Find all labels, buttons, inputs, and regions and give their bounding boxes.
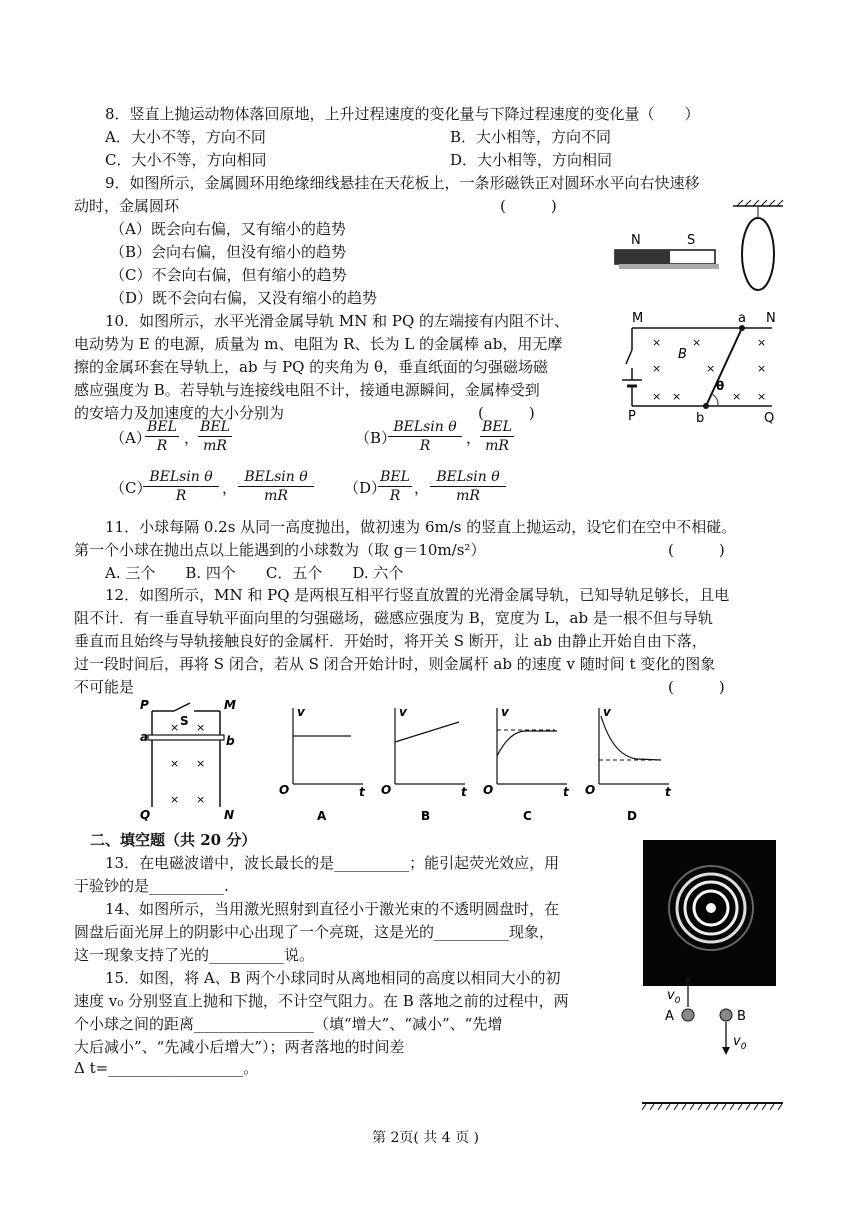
q15-label-b: B xyxy=(737,1009,746,1024)
q10-label-b: b xyxy=(696,411,705,426)
q10-answer-paren: ( ) xyxy=(478,404,535,422)
section-2-title: 二、填空题（共 20 分） xyxy=(90,831,257,849)
q10-field-x: × xyxy=(692,336,702,349)
svg-text:v: v xyxy=(297,705,305,719)
q11-line-2: 第一个小球在抛出点以上能遇到的小球数为（取 g＝10m/s²） xyxy=(74,541,486,559)
q9-figure-magnet-ring xyxy=(605,198,795,306)
q10-d-comma: ， xyxy=(414,479,430,497)
q10-figure-rails xyxy=(612,308,787,426)
q10-option-a-label: （A） xyxy=(110,429,151,447)
q12-field-x: × xyxy=(170,793,180,806)
q10-option-c-label: （C） xyxy=(110,479,152,497)
q10-option-b-label: （B） xyxy=(355,429,397,447)
svg-text:O: O xyxy=(279,783,290,797)
q15-line-4: 大后减小”、“先减小后增大”）；两者落地的时间差 xyxy=(74,1038,405,1056)
q15-line-1: 15．如图，将 A、B 两个小球同时从离地相同的高度以相同大小的初 xyxy=(105,969,561,987)
q10-field-x: × xyxy=(672,390,682,403)
q10-line-3: 擦的金属环套在导轨上，ab 与 PQ 的夹角为 θ，垂直纸面的匀强磁场磁 xyxy=(74,358,549,376)
q8-stem: 8．竖直上抛运动物体落回原地，上升过程速度的变化量与下降过程速度的变化量（ ） xyxy=(105,105,700,123)
q9-option-d: （D）既不会向右偏，又没有缩小的趋势 xyxy=(110,289,378,307)
q9-option-b: （B）会向右偏，但没有缩小的趋势 xyxy=(110,243,347,261)
q10-field-x: × xyxy=(652,390,662,403)
q10-line-5: 的安培力及加速度的大小分别为 xyxy=(74,404,285,422)
q15-figure-balls xyxy=(655,975,765,1057)
page-footer: 第 2页( 共 4 页 ) xyxy=(372,1130,479,1146)
q12-field-x: × xyxy=(196,793,206,806)
svg-text:v: v xyxy=(399,705,407,719)
q10-c-comma: ， xyxy=(222,479,238,497)
q12-label-n: N xyxy=(224,808,235,822)
svg-text:t: t xyxy=(461,785,467,799)
q9-option-a: （A）既会向右偏，又有缩小的趋势 xyxy=(110,220,346,238)
svg-text:B: B xyxy=(421,809,431,823)
q10-d-frac-2: BELsin θ mR xyxy=(430,468,506,505)
q12-answer-paren: ( ) xyxy=(668,678,725,696)
q12-field-x: × xyxy=(196,721,206,734)
q10-field-x: × xyxy=(652,362,662,375)
q12-line-4: 过一段时间后，再将 S 闭合，若从 S 闭合开始计时，则金属杆 ab 的速度 v 随时间 t 变化的图象 xyxy=(74,655,716,673)
q15-v0-label-b: $v_0$ xyxy=(733,1034,747,1052)
q9-answer-paren: ( ) xyxy=(500,197,557,215)
q8-option-c: C．大小不等，方向相同 xyxy=(105,151,267,169)
q10-b-comma: ， xyxy=(466,429,482,447)
q11-answer-paren: ( ) xyxy=(668,541,725,559)
q10-label-m: M xyxy=(632,311,644,326)
q10-a-comma: ， xyxy=(184,429,200,447)
q12-label-q: Q xyxy=(140,808,151,822)
q10-label-q: Q xyxy=(764,411,775,426)
q9-stem-2: 动时，金属圆环 xyxy=(74,197,180,215)
q13-line-2: 于验钞的是__________. xyxy=(74,877,229,895)
q10-label-field-b: B xyxy=(678,347,687,362)
q12-graph-a xyxy=(279,705,366,823)
q12-field-x: × xyxy=(170,757,180,770)
svg-text:D: D xyxy=(627,809,637,823)
q15-label-a: A xyxy=(665,1009,674,1024)
q10-c-frac-2: BELsin θ mR xyxy=(238,468,314,505)
q12-label-s: S xyxy=(180,714,189,728)
q12-graph-b xyxy=(381,705,468,823)
svg-text:t: t xyxy=(359,785,365,799)
q12-line-1: 12．如图所示，MN 和 PQ 是两根互相平行竖直放置的光滑金属导轨，已知导轨足够长，且电 xyxy=(105,586,730,604)
q12-field-x: × xyxy=(196,757,206,770)
q9-magnet-s-label: S xyxy=(687,233,696,248)
q10-c-frac-1: BELsin θ R xyxy=(143,468,219,505)
svg-text:t: t xyxy=(665,785,671,799)
q14-diffraction-pattern-image xyxy=(643,840,776,986)
q10-field-x: × xyxy=(757,336,767,349)
q13-line-1: 13．在电磁波谱中，波长最长的是__________；能引起荧光效应，用 xyxy=(105,854,560,872)
q9-magnet-n-label: N xyxy=(631,233,641,248)
q10-label-a: a xyxy=(738,311,746,326)
q11-options: A. 三个 B. 四个 C．五个 D. 六个 xyxy=(105,564,404,582)
q14-line-2: 圆盘后面光屏上的阴影中心出现了一个亮斑，这是光的__________现象， xyxy=(74,923,555,941)
q10-a-frac-2: BEL mR xyxy=(198,418,232,455)
q12-label-p: P xyxy=(140,698,149,712)
q14-line-1: 14、如图所示，当用激光照射到直径小于激光束的不透明圆盘时，在 xyxy=(105,900,560,918)
q10-field-x: × xyxy=(757,390,767,403)
q8-option-a: A．大小不等，方向不同 xyxy=(105,128,266,146)
svg-text:O: O xyxy=(483,783,494,797)
q10-label-p: P xyxy=(628,409,636,424)
q10-d-frac-1: BEL R xyxy=(378,468,412,505)
q12-graph-c xyxy=(483,705,570,823)
q10-field-x: × xyxy=(757,362,767,375)
q12-label-a: a xyxy=(140,730,149,744)
q12-line-3: 垂直而且始终与导轨接触良好的金属杆．开始时，将开关 S 断开，让 ab 由静止开始自由下落， xyxy=(74,632,707,650)
svg-text:A: A xyxy=(317,809,327,823)
q15-ground xyxy=(640,1100,785,1112)
q12-label-b: b xyxy=(226,734,235,748)
q10-option-d-label: （D） xyxy=(344,479,387,497)
q12-field-x: × xyxy=(170,721,180,734)
q15-line-2: 速度 v₀ 分别竖直上抛和下抛，不计空气阻力。在 B 落地之前的过程中，两 xyxy=(74,992,569,1010)
q12-figure-vt-graphs xyxy=(275,700,695,828)
q9-stem-1: 9．如图所示，金属圆环用绝缘细线悬挂在天花板上，一条形磁铁正对圆环水平向右快速移 xyxy=(105,174,700,192)
q9-option-c: （C）不会向右偏，但有缩小的趋势 xyxy=(110,266,347,284)
q10-b-frac-1: BELsin θ R xyxy=(388,418,462,455)
q8-option-b: B．大小相等，方向不同 xyxy=(450,128,612,146)
q12-line-2: 阻不计．有一垂直导轨平面向里的匀强磁场，磁感应强度为 B，宽度为 L，ab 是一根不但与导轨 xyxy=(74,609,713,627)
q10-field-x: × xyxy=(652,336,662,349)
svg-text:v: v xyxy=(603,705,611,719)
q10-field-x: × xyxy=(732,390,742,403)
q15-v0-label-a: $v_0$ xyxy=(667,988,681,1006)
q12-figure-vertical-rails xyxy=(138,695,248,823)
svg-text:C: C xyxy=(523,809,532,823)
q10-b-frac-2: BEL mR xyxy=(480,418,514,455)
svg-text:O: O xyxy=(585,783,596,797)
svg-text:v: v xyxy=(501,705,509,719)
q15-line-5: Δ t=__________________。 xyxy=(74,1059,259,1077)
q12-graph-d xyxy=(585,705,672,823)
svg-text:O: O xyxy=(381,783,392,797)
q10-line-4: 感应强度为 B。若导轨与连接线电阻不计，接通电源瞬间，金属棒受到 xyxy=(74,381,540,399)
q12-label-m: M xyxy=(224,698,236,712)
q8-option-d: D．大小相等，方向相同 xyxy=(450,151,613,169)
q12-line-5: 不可能是 xyxy=(74,678,135,696)
q15-line-3: 个小球之间的距离________________（填“增大”、“减小”、“先增 xyxy=(74,1015,503,1033)
q10-line-1: 10．如图所示，水平光滑金属导轨 MN 和 PQ 的左端接有内阻不计、 xyxy=(105,312,570,330)
q14-line-3: 这一现象支持了光的__________说。 xyxy=(74,946,315,964)
q10-field-x: × xyxy=(706,362,716,375)
q11-line-1: 11．小球每隔 0.2s 从同一高度抛出，做初速为 6m/s 的竖直上抛运动，设它们在空中不相碰。 xyxy=(105,518,737,536)
q10-line-2: 电动势为 E 的电源，质量为 m、电阻为 R、长为 L 的金属棒 ab，用无摩 xyxy=(74,335,563,353)
q10-label-theta: θ xyxy=(716,379,725,393)
q10-a-frac-1: BEL R xyxy=(145,418,179,455)
q10-label-n: N xyxy=(766,311,776,326)
svg-text:t: t xyxy=(563,785,569,799)
